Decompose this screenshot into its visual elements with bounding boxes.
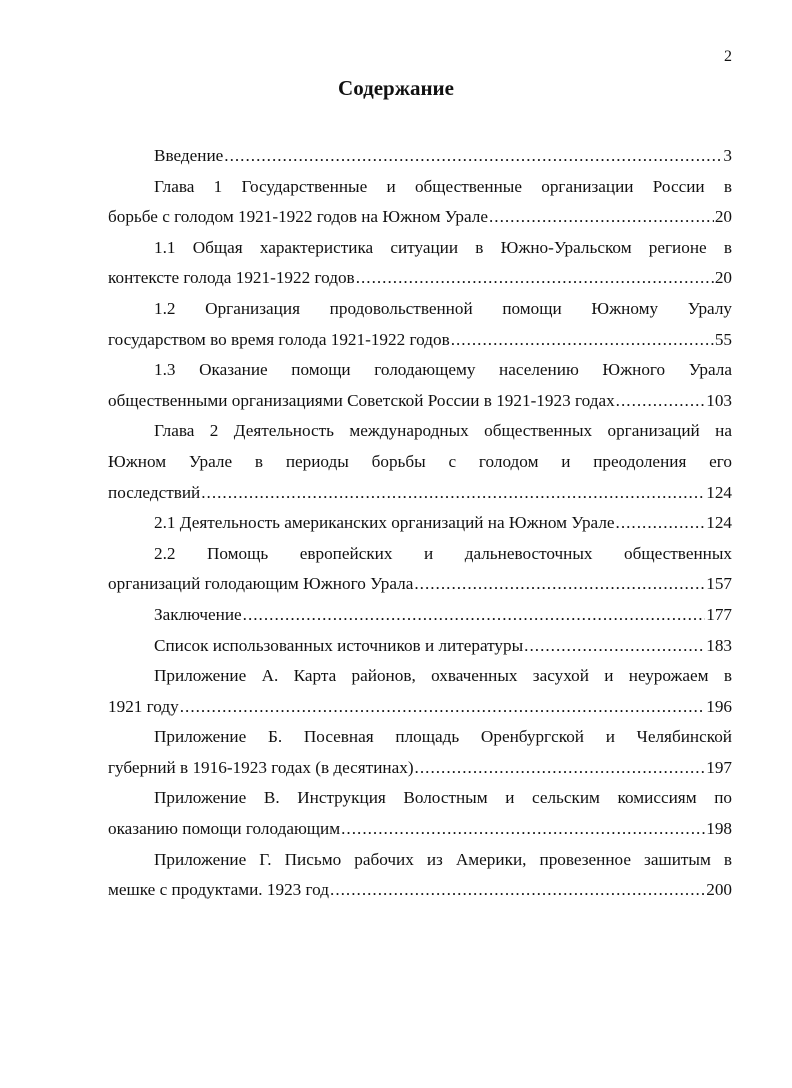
toc-entry <box>108 141 732 172</box>
toc-entry <box>108 600 732 631</box>
toc-leader-dots <box>524 631 705 662</box>
toc-page-number: 157 <box>706 574 732 594</box>
toc-entry <box>108 631 732 662</box>
toc-entry <box>108 416 732 508</box>
toc-entry-title: Заключение <box>154 604 242 624</box>
toc-entry-line-last: губерний в 1916-1923 годах (в десятинах) <box>108 757 414 777</box>
toc-page-number: 55 <box>714 329 732 349</box>
toc-page-number: 3 <box>723 146 732 165</box>
toc-leader-dots <box>451 325 714 356</box>
toc-entry <box>108 845 732 906</box>
toc-entry-line: 1.2 Организация продовольственной помощи Южному Уралу <box>154 298 732 318</box>
toc-entry-title: 2.1 Деятельность американских организаций на Южном Урале <box>154 513 615 533</box>
toc-entry-line-last: борьбе с голодом 1921-1922 годов на Южном Урале <box>108 207 488 227</box>
toc-entry <box>108 661 732 722</box>
toc-entry-line-last: последствий <box>108 482 201 502</box>
page-number: 2 <box>724 48 732 65</box>
toc-leader-dots <box>180 692 705 723</box>
toc-entry <box>108 355 732 416</box>
toc-leader-dots <box>330 875 705 906</box>
toc-page-number: 124 <box>706 513 732 533</box>
toc-entry-title: Список использованных источников и литературы <box>154 635 524 655</box>
toc-entry <box>108 783 732 844</box>
toc-page-number: 20 <box>714 268 732 288</box>
toc-entry-line: 1.3 Оказание помощи голодающему населению Южного Урала <box>154 360 732 380</box>
toc-leader-dots <box>489 202 714 233</box>
toc-page-number: 198 <box>706 819 732 839</box>
toc-entry-line: Приложение Б. Посевная площадь Оренбургской и Челябинской <box>154 727 732 747</box>
toc-entry <box>108 722 732 783</box>
toc-entry-line-last: 1921 году <box>108 696 179 716</box>
toc-entry-line: Глава 2 Деятельность международных общественных организаций на <box>154 421 732 441</box>
toc-entry <box>108 508 732 539</box>
toc-entry <box>108 172 732 233</box>
toc-entry-line-last: общественными организациями Советской России в 1921-1923 годах <box>108 390 615 410</box>
toc-entry-line-last: контексте голода 1921-1922 годов <box>108 268 355 288</box>
toc-entry-line: 2.2 Помощь европейских и дальневосточных общественных <box>154 543 732 563</box>
toc-entry <box>108 294 732 355</box>
toc-entry-line: Глава 1 Государственные и общественные организации России в <box>154 176 732 196</box>
page-title: Содержание <box>338 76 454 100</box>
table-of-contents <box>108 141 732 906</box>
toc-entry <box>108 539 732 600</box>
toc-leader-dots <box>243 600 706 631</box>
toc-entry-line: Приложение Г. Письмо рабочих из Америки, провезенное зашитым в <box>154 849 732 869</box>
toc-entry-line-last: государством во время голода 1921-1922 годов <box>108 329 450 349</box>
toc-page-number: 103 <box>706 390 732 410</box>
toc-entry-line-last: оказанию помощи голодающим <box>108 819 341 839</box>
toc-leader-dots <box>415 753 706 784</box>
toc-page-number: 20 <box>714 207 732 227</box>
toc-entry <box>108 233 732 294</box>
toc-page-number: 200 <box>706 880 732 900</box>
toc-leader-dots <box>201 478 705 509</box>
toc-entry-line: Южном Урале в периоды борьбы с голодом и преодоления его <box>108 451 732 471</box>
toc-leader-dots <box>224 141 722 172</box>
toc-leader-dots <box>616 508 706 539</box>
toc-leader-dots <box>414 569 705 600</box>
toc-entry-line: Приложение А. Карта районов, охваченных засухой и неурожаем в <box>154 666 732 686</box>
toc-entry-line: Приложение В. Инструкция Волостным и сельским комиссиям по <box>154 788 732 808</box>
toc-entry-line: 1.1 Общая характеристика ситуации в Южно-Уральском регионе в <box>154 237 732 257</box>
toc-page-number: 177 <box>706 604 732 624</box>
toc-leader-dots <box>341 814 705 845</box>
toc-page-number: 183 <box>706 635 732 655</box>
toc-page-number: 197 <box>706 757 732 777</box>
toc-entry-title: Введение <box>154 146 224 165</box>
toc-leader-dots <box>356 263 714 294</box>
toc-entry-line-last: организаций голодающим Южного Урала <box>108 574 414 594</box>
toc-page-number: 124 <box>706 482 732 502</box>
toc-entry-line-last: мешке с продуктами. 1923 год <box>108 880 330 900</box>
toc-leader-dots <box>616 386 706 417</box>
toc-page-number: 196 <box>706 696 732 716</box>
